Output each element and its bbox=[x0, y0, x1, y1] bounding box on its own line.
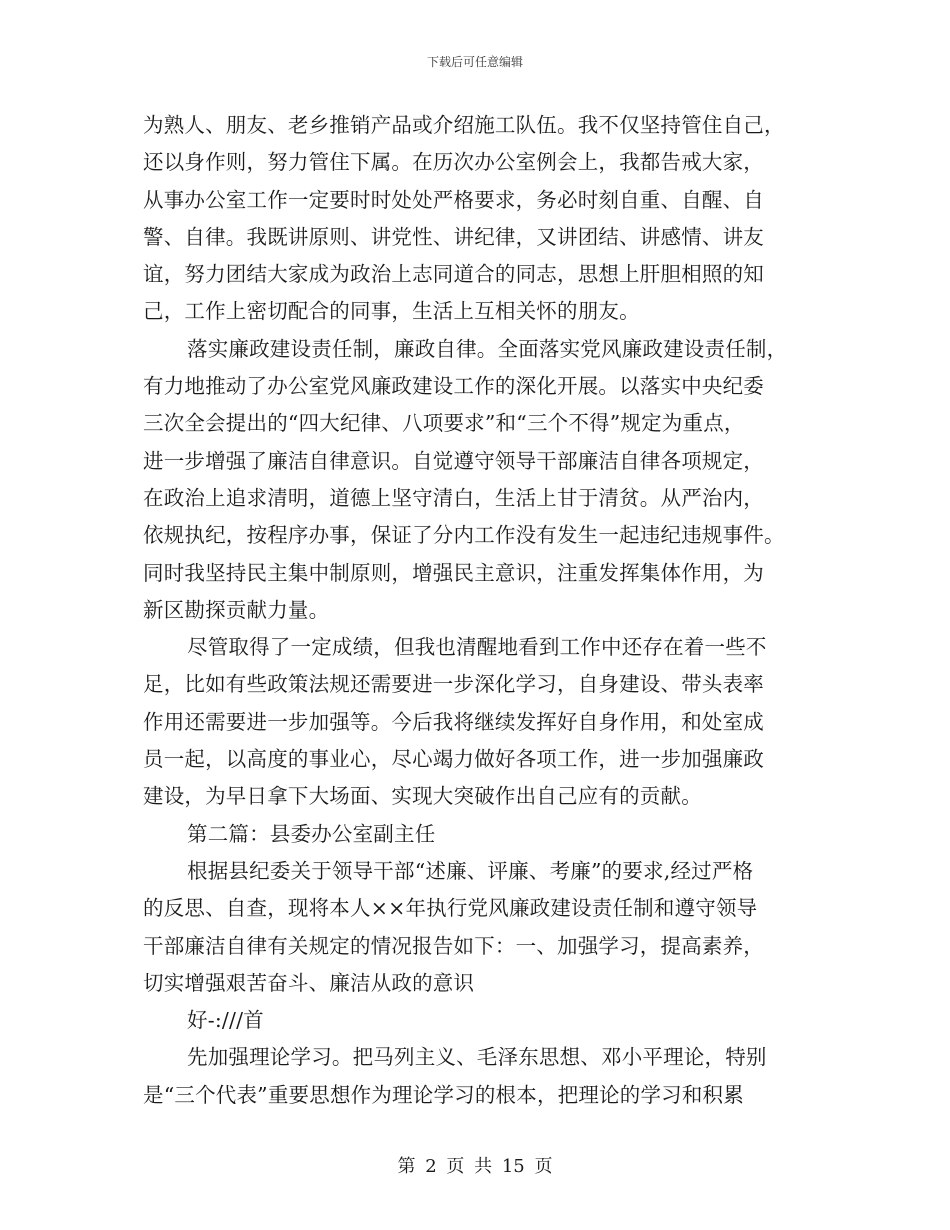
text-line: 是“三个代表”重要思想作为理论学习的根本，把理论的学习和积累 bbox=[143, 1082, 744, 1107]
text-line: 新区勘探贡献力量。 bbox=[143, 597, 330, 622]
text-line: 为熟人、朋友、老乡推销产品或介绍施工队伍。我不仅坚持管住自己， bbox=[143, 113, 785, 137]
text-line: 干部廉洁自律有关规定的情况报告如下：一、加强学习，提高素养， bbox=[143, 933, 764, 958]
text-line: 的反思、自查，现将本人××年执行党风廉政建设责任制和遵守领导 bbox=[143, 896, 758, 921]
text-line: 落实廉政建设责任制，廉政自律。全面落实党风廉政建设责任制， bbox=[187, 336, 788, 361]
page-number: 第 2 页 共 15 页 bbox=[397, 1156, 553, 1177]
text-line: 还以身作则，努力管住下属。在历次办公室例会上，我都告戒大家， bbox=[143, 150, 764, 175]
text-line: 三次全会提出的“四大纪律、八项要求”和“三个不得”规定为重点， bbox=[143, 411, 745, 436]
text-line: 切实增强艰苦奋斗、廉洁从政的意识 bbox=[143, 970, 475, 995]
text-line: 警、自律。我既讲原则、讲党性、讲纪律，又讲团结、讲感情、讲友 bbox=[143, 224, 764, 249]
document-body bbox=[143, 107, 813, 1114]
text-line: 谊，努力团结大家成为政治上志同道合的同志，思想上肝胆相照的知 bbox=[143, 262, 764, 287]
text-line: 有力地推动了办公室党风廉政建设工作的深化开展。以落实中央纪委 bbox=[143, 374, 764, 399]
page-header: 下载后可任意编辑 bbox=[426, 55, 523, 69]
text-line: 从事办公室工作一定要时时处处严格要求，务必时刻自重、自醒、自 bbox=[143, 187, 764, 212]
text-line: 根据县纪委关于领导干部“述廉、评廉、考廉”的要求,经过严格 bbox=[187, 858, 754, 883]
text-line: 在政治上追求清明，道德上坚守清白，生活上甘于清贫。从严治内， bbox=[143, 485, 764, 510]
text-line: 依规执纪，按程序办事，保证了分内工作没有发生一起违纪违规事件。 bbox=[143, 523, 785, 548]
text-line: 第二篇：县委办公室副主任 bbox=[187, 821, 436, 846]
text-line: 进一步增强了廉洁自律意识。自觉遵守领导干部廉洁自律各项规定， bbox=[143, 448, 764, 473]
text-line: 先加强理论学习。把马列主义、毛泽东思想、邓小平理论，特别 bbox=[187, 1045, 767, 1070]
text-line: 尽管取得了一定成绩，但我也清醒地看到工作中还存在着一些不 bbox=[187, 635, 767, 660]
text-line: 好-:///首 bbox=[187, 1008, 264, 1033]
text-line: 建设，为早日拿下大场面、实现大突破作出自己应有的贡献。 bbox=[143, 784, 702, 809]
text-line: 作用还需要进一步加强等。今后我将继续发挥好自身作用，和处室成 bbox=[143, 709, 764, 734]
text-line: 己，工作上密切配合的同事，生活上互相关怀的朋友。 bbox=[143, 299, 640, 324]
text-line: 员一起，以高度的事业心，尽心竭力做好各项工作，进一步加强廉政 bbox=[143, 747, 764, 772]
text-line: 同时我坚持民主集中制原则，增强民主意识，注重发挥集体作用，为 bbox=[143, 560, 764, 585]
text-line: 足，比如有些政策法规还需要进一步深化学习，自身建设、带头表率 bbox=[143, 672, 764, 697]
